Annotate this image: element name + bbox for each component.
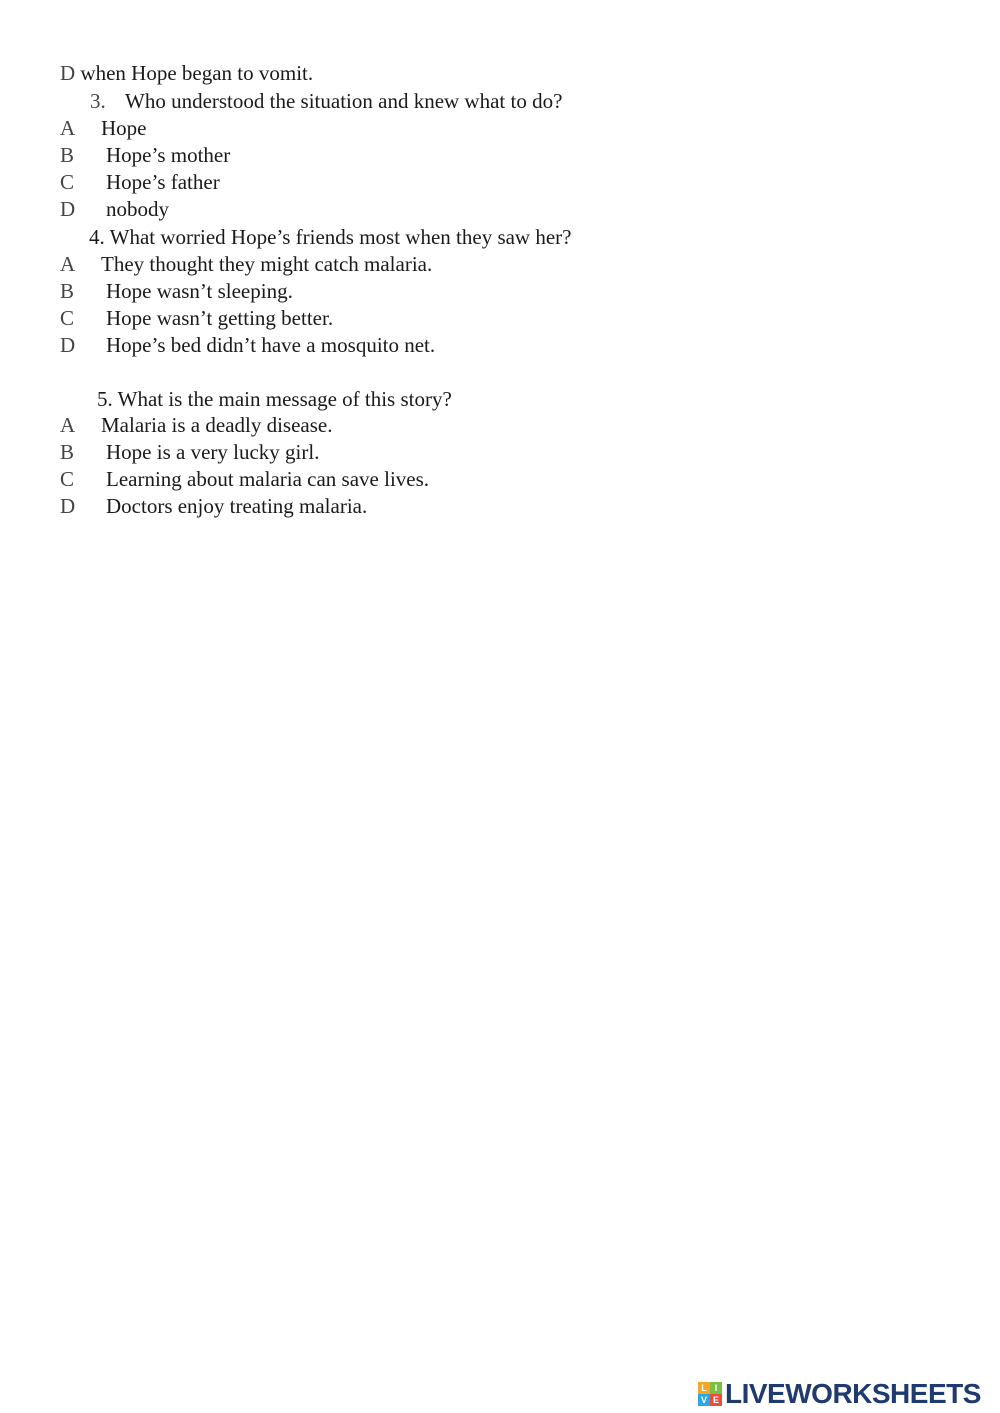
question-text: 4. What worried Hope’s friends most when they saw her? [89, 225, 572, 249]
option-letter: B [60, 143, 75, 167]
option-letter: D [60, 197, 76, 221]
option-text: Learning about malaria can save lives. [106, 467, 430, 491]
question-number: 3. [90, 89, 106, 113]
question-text: Who understood the situation and knew what to do? [125, 89, 563, 113]
liveworksheets-logo[interactable] [698, 1378, 981, 1410]
q4-question [89, 224, 572, 251]
option-letter: C [60, 170, 75, 194]
option-letter: D [60, 61, 76, 85]
brand-text: LIVEWORKSHEETS [725, 1378, 981, 1409]
logo-letter-v: V [698, 1394, 710, 1406]
option-letter: A [60, 252, 76, 276]
option-text: Doctors enjoy treating malaria. [106, 494, 368, 518]
option-letter: D [60, 333, 76, 357]
logo-letter-i: I [710, 1382, 722, 1394]
option-text: Malaria is a deadly disease. [101, 413, 333, 437]
option-text: Hope wasn’t getting better. [106, 306, 334, 330]
q5-question [97, 386, 452, 413]
option-text: when Hope began to vomit. [80, 61, 314, 85]
option-letter: C [60, 306, 75, 330]
option-text: They thought they might catch malaria. [101, 252, 433, 276]
logo-mark-icon [698, 1382, 722, 1406]
option-text: Hope’s mother [106, 143, 231, 167]
logo-letter-e: E [710, 1394, 722, 1406]
option-text: Hope’s bed didn’t have a mosquito net. [106, 333, 436, 357]
question-text: 5. What is the main message of this story? [97, 387, 452, 411]
q2-option-d [60, 60, 313, 87]
option-text: Hope’s father [106, 170, 220, 194]
option-text: Hope is a very lucky girl. [106, 440, 320, 464]
option-letter: C [60, 467, 75, 491]
q3-question [90, 88, 562, 115]
option-letter: A [60, 116, 76, 140]
option-letter: A [60, 413, 76, 437]
option-text: nobody [106, 197, 169, 221]
option-letter: B [60, 279, 75, 303]
logo-letter-l: L [698, 1382, 710, 1394]
option-letter: B [60, 440, 75, 464]
option-letter: D [60, 494, 76, 518]
option-text: Hope wasn’t sleeping. [106, 279, 293, 303]
option-text: Hope [101, 116, 147, 140]
